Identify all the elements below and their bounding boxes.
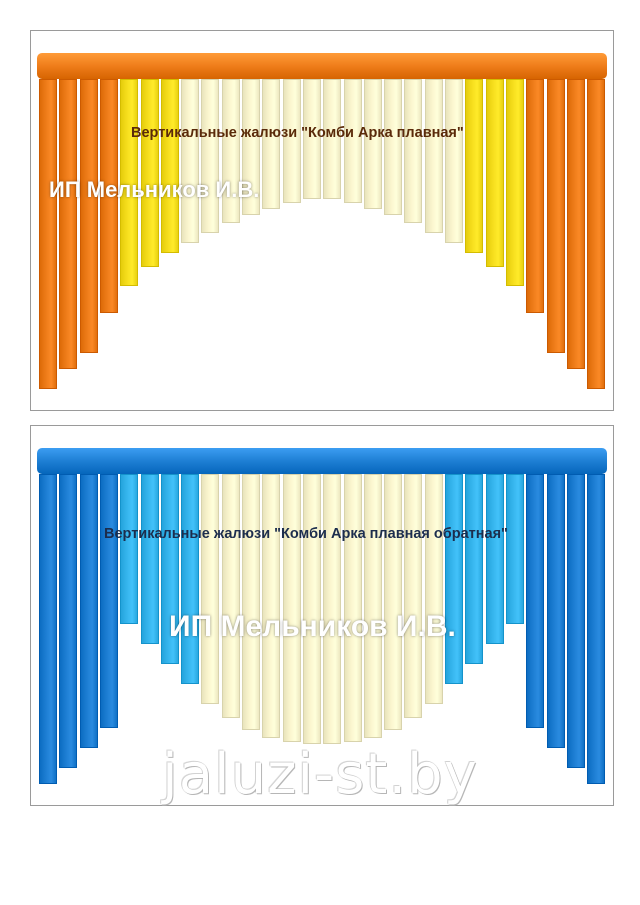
slat: [242, 474, 260, 730]
slat: [201, 79, 219, 233]
slat: [161, 79, 179, 253]
slat: [404, 474, 422, 718]
slat: [567, 79, 585, 369]
slat: [587, 474, 605, 784]
slat: [445, 474, 463, 684]
seller-watermark: ИП Мельников И.В.: [169, 610, 456, 643]
slat: [80, 474, 98, 748]
slat: [283, 79, 301, 203]
slat: [445, 79, 463, 243]
slat: [141, 474, 159, 644]
slat: [39, 79, 57, 389]
slat: [120, 474, 138, 624]
slat: [547, 474, 565, 748]
slat: [283, 474, 301, 742]
product-title: Вертикальные жалюзи "Комби Арка плавная обратная": [104, 526, 508, 542]
product-title: Вертикальные жалюзи "Комби Арка плавная": [131, 125, 464, 141]
slat: [567, 474, 585, 768]
slat: [181, 474, 199, 684]
slat: [547, 79, 565, 353]
slat: [323, 474, 341, 744]
cornice-rail: [37, 448, 607, 474]
slat: [465, 474, 483, 664]
seller-watermark: ИП Мельников И.В.: [49, 177, 260, 202]
slat: [344, 79, 362, 203]
slat: [181, 79, 199, 243]
slat: [486, 79, 504, 267]
slat: [526, 79, 544, 313]
slat: [262, 79, 280, 209]
slat: [425, 474, 443, 704]
blind-panel-combi-arch: [30, 30, 614, 411]
slat: [384, 79, 402, 215]
slat: [587, 79, 605, 389]
slat: [364, 79, 382, 209]
slat: [59, 79, 77, 369]
slat: [486, 474, 504, 644]
slat: [506, 79, 524, 286]
cornice-rail: [37, 53, 607, 79]
slat: [465, 79, 483, 253]
slat: [526, 474, 544, 728]
slat: [80, 79, 98, 353]
site-watermark: jaluzi-st.by: [162, 742, 478, 807]
slat: [141, 79, 159, 267]
slat: [222, 474, 240, 718]
slat: [262, 474, 280, 738]
slat: [506, 474, 524, 624]
slat: [39, 474, 57, 784]
slat: [344, 474, 362, 742]
slat: [100, 474, 118, 728]
slat: [303, 474, 321, 744]
slat: [404, 79, 422, 223]
slat: [59, 474, 77, 768]
slat: [201, 474, 219, 704]
slat: [384, 474, 402, 730]
slat: [425, 79, 443, 233]
slat: [364, 474, 382, 738]
